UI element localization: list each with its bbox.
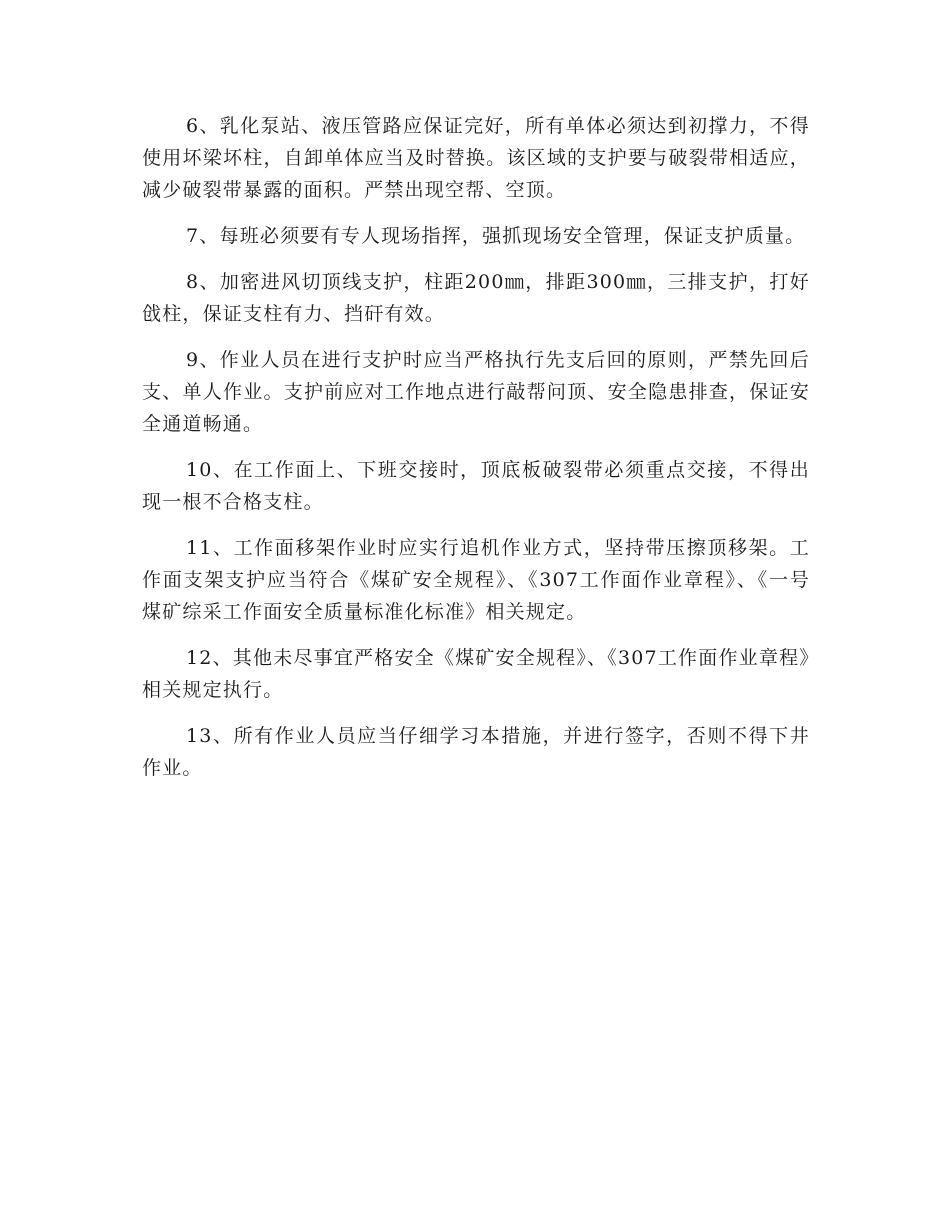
paragraph-item-13: 13、所有作业人员应当仔细学习本措施，并进行签字，否则不得下井作业。 <box>142 725 810 779</box>
document-body <box>142 110 810 798</box>
paragraph-item-8: 8、加密进风切顶线支护，柱距200㎜，排距300㎜，三排支护，打好戗柱，保证支柱有力、挡矸有效。 <box>142 271 810 325</box>
paragraph-item-11: 11、工作面移架作业时应实行追机作业方式，坚持带压擦顶移架。工作面支架支护应当符合《煤矿安全规程》、《307工作面作业章程》、《一号煤矿综采工作面安全质量标准化标准》相关规定。 <box>142 537 810 623</box>
paragraph-item-10: 10、在工作面上、下班交接时，顶底板破裂带必须重点交接，不得出现一根不合格支柱。 <box>142 459 810 513</box>
paragraph-item-7: 7、每班必须要有专人现场指挥，强抓现场安全管理，保证支护质量。 <box>186 225 806 247</box>
paragraph-item-12: 12、其他未尽事宜严格安全《煤矿安全规程》、《307工作面作业章程》相关规定执行。 <box>142 647 810 701</box>
paragraph-item-9: 9、作业人员在进行支护时应当严格执行先支后回的原则，严禁先回后支、单人作业。支护前应对工作地点进行敲帮问顶、安全隐患排查，保证安全通道畅通。 <box>142 349 810 435</box>
paragraph-item-6: 6、乳化泵站、液压管路应保证完好，所有单体必须达到初撑力，不得使用坏梁坏柱，自卸单体应当及时替换。该区域的支护要与破裂带相适应，减少破裂带暴露的面积。严禁出现空帮、空顶。 <box>142 115 810 201</box>
